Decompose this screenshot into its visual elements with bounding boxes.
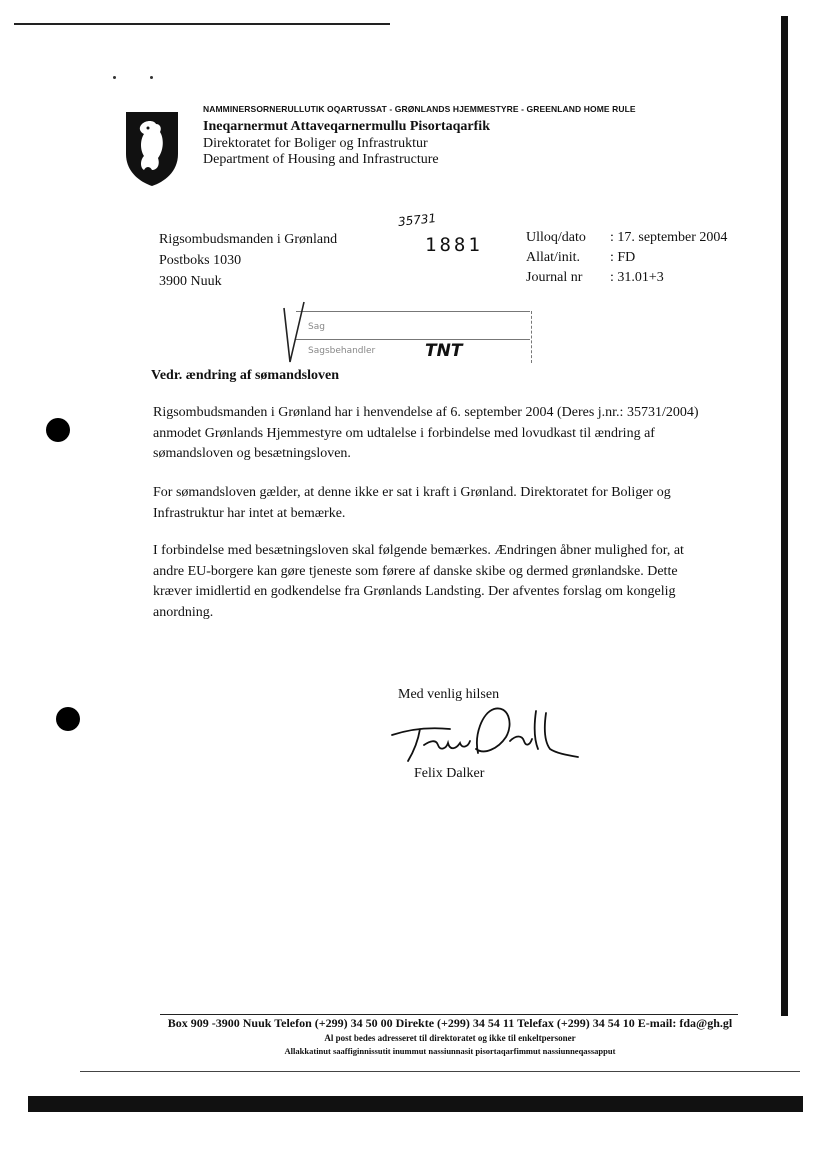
- stamp-received-number: 1881: [425, 234, 483, 256]
- scan-speck: [113, 76, 116, 79]
- body-line: anordning.: [153, 604, 214, 620]
- recipient-name: Rigsombudsmanden i Grønland: [159, 232, 338, 247]
- stamp-border: [530, 311, 532, 363]
- polar-bear-coat-of-arms-icon: [124, 110, 180, 188]
- body-line: andre EU-borgere kan gøre tjeneste som førere af danske skibe og dermed grønlandske. Dette: [153, 563, 678, 579]
- body-paragraph: [153, 483, 749, 524]
- footer-contact: Box 909 -3900 Nuuk Telefon (+299) 34 50 00 Direkte (+299) 34 54 11 Telefax (+299) 34 54 10 E-mail: fda@gh.gl: [167, 1016, 733, 1030]
- receipt-stamp: [296, 311, 530, 364]
- journal-label: Journal nr: [526, 270, 583, 285]
- recipient-postbox: Postboks 1030: [159, 253, 242, 268]
- scan-edge-line: [14, 23, 390, 25]
- initials-value: : FD: [610, 250, 636, 265]
- stamp-handwritten-ref: 35731: [397, 211, 437, 229]
- stamp-handler-label: Sagsbehandler: [308, 346, 376, 356]
- body-line: Rigsombudsmanden i Grønland har i henvendelse af 6. september 2004 (Deres j.nr.: 35731/2004): [153, 405, 699, 420]
- initials-label: Allat/init.: [526, 250, 581, 265]
- stamp-case-label: Sag: [308, 322, 325, 332]
- punch-hole: [46, 418, 70, 442]
- footer-rule-bottom: [80, 1071, 800, 1072]
- coat-of-arms-emblem: [124, 110, 180, 193]
- handwritten-signature: [390, 705, 580, 767]
- footer-rule-top: [160, 1014, 738, 1015]
- date-value: : 17. september 2004: [610, 230, 728, 245]
- body-line: sømandsloven og besætningsloven.: [153, 446, 351, 461]
- header-org-danish: Direktoratet for Boliger og Infrastruktur: [203, 136, 428, 151]
- stamp-divider: [296, 339, 530, 340]
- subject-line: Vedr. ændring af sømandsloven: [151, 368, 340, 383]
- footer-note-danish: Al post bedes adresseret til direktoratet og ikke til enkeltpersoner: [324, 1033, 576, 1043]
- body-line: anmodet Grønlands Hjemmestyre om udtalelse i forbindelse med lovudkast til ændring af: [153, 425, 655, 441]
- body-paragraph: [153, 403, 749, 465]
- stamp-initials: TNT: [425, 341, 463, 361]
- check-mark-icon: [282, 300, 306, 364]
- header-org-greenlandic: Ineqarnermut Attaveqarnermullu Pisortaqarfik: [203, 119, 490, 134]
- closing-greeting: Med venlig hilsen: [398, 687, 500, 702]
- recipient-city: 3900 Nuuk: [159, 274, 222, 289]
- header-org-english: Department of Housing and Infrastructure: [203, 152, 439, 167]
- body-line: Infrastruktur har intet at bemærke.: [153, 505, 346, 521]
- date-label: Ulloq/dato: [526, 230, 586, 245]
- body-line: I forbindelse med besætningsloven skal følgende bemærkes. Ændringen åbner mulighed for, at: [153, 543, 684, 558]
- signer-name: Felix Dalker: [414, 766, 485, 781]
- punch-hole: [56, 707, 80, 731]
- scan-speck: [150, 76, 153, 79]
- scan-right-edge: [781, 16, 788, 1016]
- body-line: For sømandsloven gælder, at denne ikke er sat i kraft i Grønland. Direktoratet for Boliger og: [153, 485, 671, 500]
- header-home-rule-line: NAMMINERSORNERULLUTIK OQARTUSSAT - GRØNLANDS HJEMMESTYRE - GREENLAND HOME RULE: [203, 104, 636, 114]
- footer-note-greenlandic: Allakkatinut saaffiginnissutit inummut nassiunnasit pisortaqarfimmut nassiunneqassapput: [284, 1046, 616, 1056]
- journal-value: : 31.01+3: [610, 270, 664, 285]
- body-paragraph: [153, 541, 749, 623]
- scan-bottom-edge: [28, 1096, 803, 1112]
- body-line: kræver imidlertid en godkendelse fra Grønlands Landsting. Der afventes forslag om kongelig: [153, 584, 676, 599]
